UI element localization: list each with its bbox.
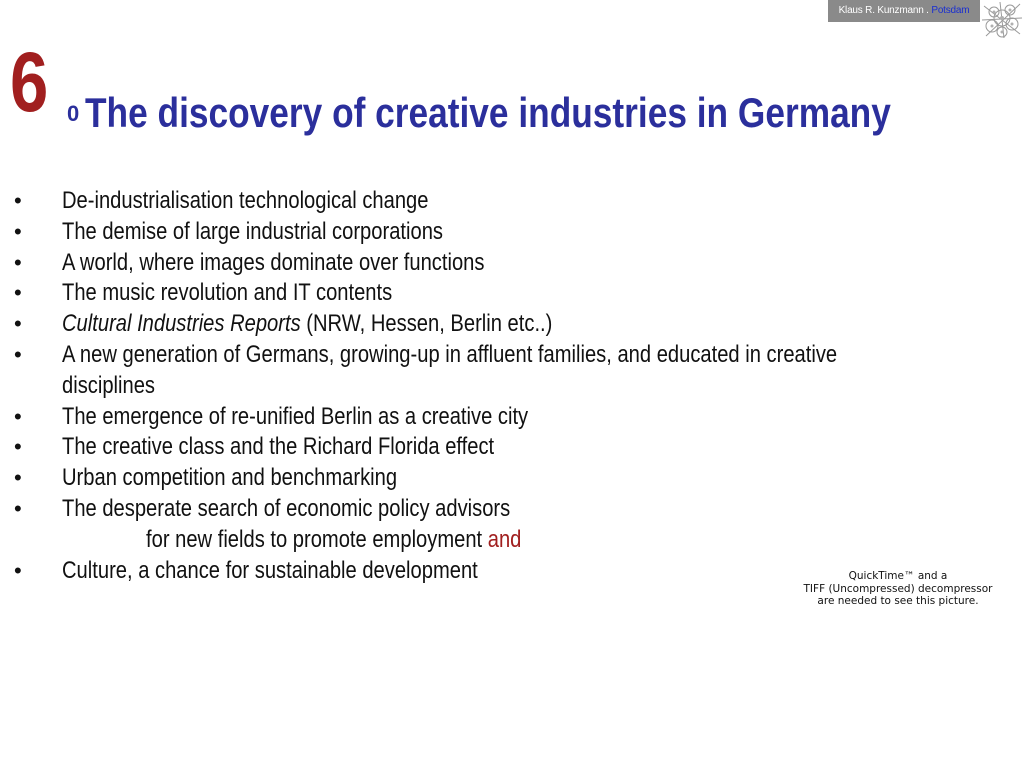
- list-item: • De-industrialisation technological change: [0, 186, 1000, 217]
- list-item-continuation: disciplines: [62, 371, 156, 399]
- slide-number: 6: [10, 35, 49, 129]
- author-bar: [828, 0, 980, 22]
- list-item: • Culture, a chance for sustainable development: [0, 556, 1000, 587]
- report-title-italic: Cultural Industries Reports: [62, 310, 301, 338]
- image-placeholder: [780, 570, 1016, 608]
- placeholder-line: QuickTime™ and a: [848, 570, 948, 582]
- bullet-icon: •: [14, 434, 22, 460]
- bullet-icon: •: [14, 557, 22, 583]
- red-and-text: and: [487, 525, 522, 553]
- bullet-icon: •: [14, 495, 22, 521]
- bullet-icon: •: [14, 341, 22, 367]
- list-item: • Cultural Industries Reports (NRW, Hessen, Berlin etc..): [0, 309, 1000, 340]
- author-place: Potsdam: [931, 5, 970, 16]
- list-item: • The desperate search of economic policy advisors: [0, 494, 1000, 525]
- network-molecule-logo-icon: [980, 0, 1024, 40]
- slide-number-suffix: 0: [67, 101, 80, 126]
- bullet-icon: •: [14, 465, 22, 491]
- list-item: • Urban competition and benchmarking: [0, 463, 1000, 494]
- bullet-list: [0, 186, 1000, 586]
- list-item-continuation: for new fields to promote employment and: [146, 525, 522, 553]
- author-name: Klaus R. Kunzmann: [838, 5, 924, 16]
- slide-title: The discovery of creative industries in Germany: [85, 89, 891, 136]
- placeholder-line: TIFF (Uncompressed) decompressor: [803, 582, 993, 595]
- list-item: • A world, where images dominate over functions: [0, 248, 1000, 279]
- list-item: • A new generation of Germans, growing-up in affluent families, and educated in creative: [0, 340, 1000, 371]
- bullet-icon: •: [14, 311, 22, 337]
- bullet-icon: •: [14, 249, 22, 275]
- placeholder-line: are needed to see this picture.: [817, 595, 979, 607]
- list-item: • The creative class and the Richard Florida effect: [0, 432, 1000, 463]
- author-separator: .: [926, 5, 929, 16]
- bullet-icon: •: [14, 188, 22, 213]
- list-item: • The music revolution and IT contents: [0, 278, 1000, 309]
- bullet-icon: •: [14, 280, 22, 306]
- bullet-icon: •: [14, 218, 22, 244]
- bullet-icon: •: [14, 403, 22, 429]
- list-item: • The emergence of re-unified Berlin as a creative city: [0, 402, 1000, 433]
- list-item: • The demise of large industrial corporations: [0, 217, 1000, 248]
